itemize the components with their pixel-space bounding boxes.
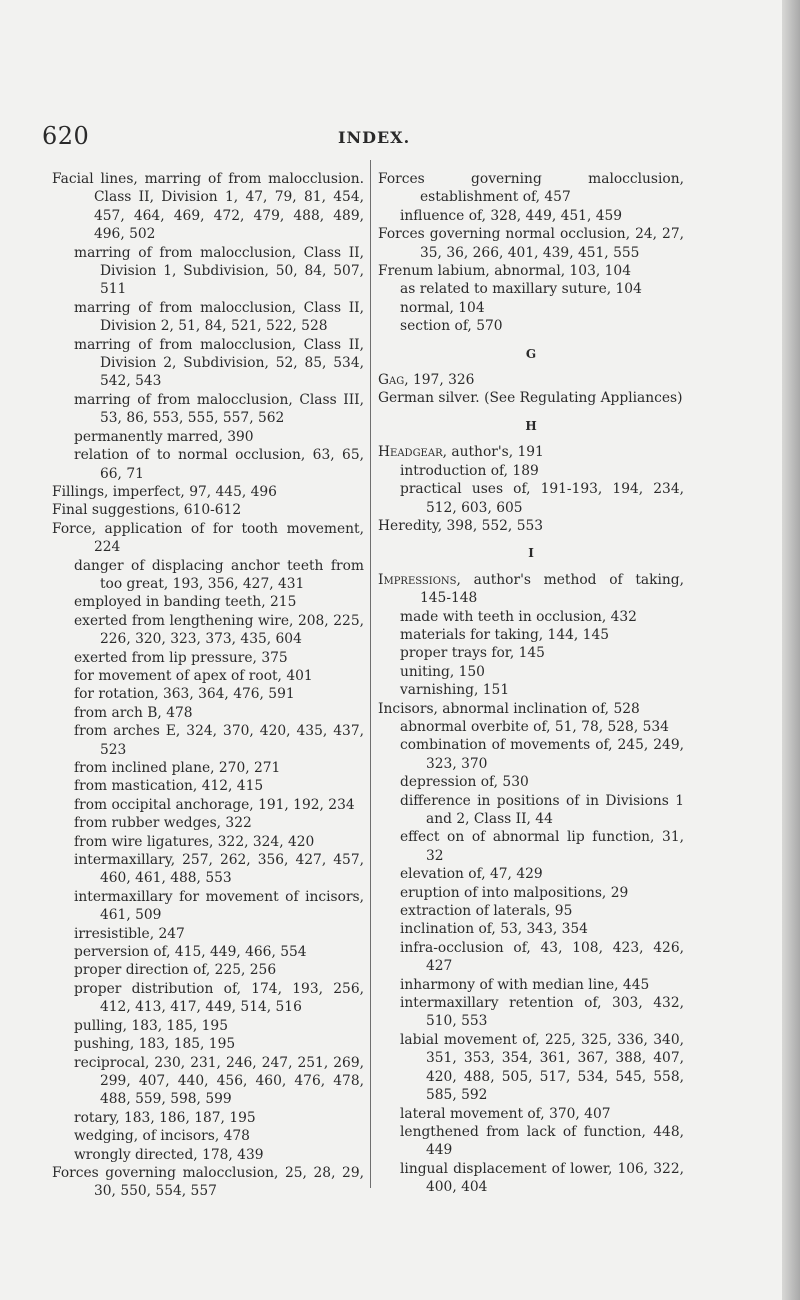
column-divider [370,160,371,1188]
index-subentry [52,336,364,391]
index-entry [378,700,684,718]
entry-text: rotary, 183, 186, 187, 195 [74,1109,256,1126]
index-subentry [52,667,364,685]
entry-heading: Gag [378,372,405,389]
entry-text: from mastication, 412, 415 [74,778,264,795]
entry-text: permanently marred, 390 [74,428,254,445]
entry-text: infra-occlusion of, 43, 108, 423, 426, 427 [400,939,684,975]
index-subentry [378,865,684,883]
entry-text: Heredity, 398, 552, 553 [378,517,544,534]
index-subentry [52,593,364,611]
section-h-entries [378,443,684,535]
entry-text: uniting, 150 [400,663,485,680]
entry-text: Forces governing normal occlusion, 24, 27, 35, 36, 266, 401, 439, 451, 555 [378,226,684,261]
entry-text: pulling, 183, 185, 195 [74,1017,228,1034]
section-i-entries [378,571,684,1197]
entry-text: employed in banding teeth, 215 [74,594,297,611]
index-subentry [52,1127,364,1145]
entry-text: Frenum labium, abnormal, 103, 104 [378,263,631,280]
entry-text: proper direction of, 225, 256 [74,962,277,979]
right-column [378,170,684,1197]
index-subentry [378,920,684,938]
index-entry [378,170,684,207]
entry-text: elevation of, 47, 429 [400,866,543,883]
entry-heading: Impressions [378,571,457,588]
index-subentry [52,1109,364,1127]
index-subentry [52,777,364,795]
entry-text: from arches E, 324, 370, 420, 435, 437, 523 [74,723,364,758]
page-edge-shadow [782,0,800,1300]
index-subentry [378,994,684,1031]
entry-text: combination of movements of, 245, 249, 323, 370 [400,737,684,772]
index-subentry [52,980,364,1017]
index-subentry [52,722,364,759]
index-entry [52,483,364,501]
entry-text: from occipital anchorage, 191, 192, 234 [74,796,355,813]
index-subentry [52,1017,364,1035]
index-subentry [378,644,684,662]
entry-text: Forces governing malocclusion, establishment of, 457 [378,171,684,206]
index-subentry [378,1160,684,1197]
index-subentry [52,851,364,888]
index-subentry [52,704,364,722]
index-subentry [378,828,684,865]
entry-text: perversion of, 415, 449, 466, 554 [74,944,307,961]
entry-text: danger of displacing anchor teeth from too great, 193, 356, 427, 431 [74,557,364,592]
entry-text: normal, 104 [400,299,485,316]
entry-text: relation of to normal occlusion, 63, 65, 66, 71 [74,447,364,482]
index-subentry [52,612,364,649]
entry-text: for rotation, 363, 364, 476, 591 [74,686,295,703]
index-entry [52,520,364,557]
index-entry [52,1164,364,1201]
right-column-entries [378,170,684,336]
index-entry [378,262,684,280]
index-subentry [378,663,684,681]
index-subentry [52,557,364,594]
index-subentry [378,773,684,791]
index-subentry [378,462,684,480]
index-entry [378,517,684,535]
entry-text: wedging, of incisors, 478 [74,1128,250,1145]
index-subentry [52,446,364,483]
entry-text: pushing, 183, 185, 195 [74,1036,236,1053]
entry-text: from inclined plane, 270, 271 [74,760,281,776]
section-g-entries [378,371,684,408]
entry-text: marring of from malocclusion, Class II, Division 2, Subdivision, 52, 85, 534, 542, 543 [74,336,364,390]
left-column [52,170,364,1201]
index-subentry [52,961,364,979]
index-subentry [378,480,684,517]
index-subentry [378,792,684,829]
index-subentry [378,939,684,976]
index-subentry [52,1146,364,1164]
index-subentry [378,884,684,902]
entry-text: Forces governing malocclusion, 25, 28, 29, 30, 550, 554, 557 [52,1164,364,1200]
index-entry [378,443,684,461]
entry-text: from arch B, 478 [74,704,193,721]
index-subentry [378,207,684,225]
entry-text: eruption of into malpositions, 29 [400,884,629,901]
index-subentry [378,976,684,994]
entry-text: effect on of abnormal lip function, 31, 32 [400,829,684,864]
index-subentry [378,608,684,626]
index-subentry [52,299,364,336]
index-subentry [52,759,364,777]
entry-text: Final suggestions, 610-612 [52,502,242,519]
index-subentry [52,943,364,961]
entry-text: extraction of laterals, 95 [400,903,573,920]
index-subentry [52,428,364,446]
entry-text: introduction of, 189 [400,462,539,479]
index-subentry [52,814,364,832]
entry-text: intermaxillary for movement of incisors, 461, 509 [74,888,364,924]
index-subentry [378,626,684,644]
index-entry [378,571,684,608]
entry-text: , author's, 191 [442,444,544,461]
index-subentry [378,736,684,773]
entry-text: depression of, 530 [400,774,529,791]
entry-text: marring of from malocclusion, Class II, Division 2, 51, 84, 521, 522, 528 [74,299,364,335]
entry-text: lengthened from lack of function, 448, 449 [400,1123,684,1159]
index-subentry [378,299,684,317]
entry-text: section of, 570 [400,318,503,335]
index-subentry [378,280,684,298]
entry-text: exerted from lengthening wire, 208, 225, 226, 320, 323, 373, 435, 604 [74,612,364,648]
page-number: 620 [42,122,90,150]
entry-text: Facial lines, marring of from malocclusion. Class II, Division 1, 47, 79, 81, 454, 457, 464, 469, 472, 479, 488, 489, 496, 502 [52,171,364,243]
index-subentry [52,925,364,943]
index-subentry [52,244,364,299]
index-subentry [52,685,364,703]
index-subentry [378,902,684,920]
section-letter-i: I [528,546,534,561]
entry-text: intermaxillary retention of, 303, 432, 510, 553 [400,995,684,1030]
entry-text: for movement of apex of root, 401 [74,667,313,684]
index-subentry [52,391,364,428]
entry-text: marring of from malocclusion, Class III, 53, 86, 553, 555, 557, 562 [74,391,364,427]
entry-text: , author's method of taking, 145-148 [420,571,684,607]
entry-text: reciprocal, 230, 231, 246, 247, 251, 269, 299, 407, 440, 456, 460, 476, 478, 488, 559, 598, 599 [74,1054,364,1108]
index-entry [378,389,684,407]
index-subentry [378,1105,684,1123]
entry-text: lateral movement of, 370, 407 [400,1105,611,1122]
entry-text: Fillings, imperfect, 97, 445, 496 [52,483,277,500]
entry-text: exerted from lip pressure, 375 [74,649,288,666]
entry-text: intermaxillary, 257, 262, 356, 427, 457, 460, 461, 488, 553 [74,852,364,887]
index-subentry [52,833,364,851]
entry-text: lingual displacement of lower, 106, 322, 400, 404 [400,1160,684,1196]
entry-text: varnishing, 151 [400,682,510,699]
entry-text: from rubber wedges, 322 [74,815,252,832]
entry-text: , 197, 326 [404,372,475,389]
index-subentry [52,1035,364,1053]
index-subentry [378,317,684,335]
entry-text: from wire ligatures, 322, 324, 420 [74,833,315,850]
entry-text: inharmony of with median line, 445 [400,976,650,993]
index-subentry [378,1031,684,1105]
entry-heading: Headgear [378,444,443,461]
index-subentry [52,649,364,667]
index-subentry [378,1123,684,1160]
entry-text: German silver. (See Regulating Appliances) [378,390,683,407]
entry-text: wrongly directed, 178, 439 [74,1146,264,1163]
section-letter-g: G [525,346,537,361]
index-subentry [52,796,364,814]
index-subentry [378,681,684,699]
entry-text: proper distribution of, 174, 193, 256, 412, 413, 417, 449, 514, 516 [74,980,364,1016]
entry-text: irresistible, 247 [74,925,185,942]
entry-text: Incisors, abnormal inclination of, 528 [378,700,640,717]
index-entry [52,170,364,244]
section-letter-h: H [525,418,537,433]
entry-text: materials for taking, 144, 145 [400,626,609,643]
entry-text: difference in positions of in Divisions 1 and 2, Class II, 44 [400,792,684,827]
index-subentry [52,888,364,925]
entry-text: as related to maxillary suture, 104 [400,281,642,298]
entry-text: practical uses of, 191-193, 194, 234, 512, 603, 605 [400,481,684,516]
running-head: INDEX. [338,128,411,147]
entry-text: made with teeth in occlusion, 432 [400,608,637,625]
entry-text: abnormal overbite of, 51, 78, 528, 534 [400,718,669,735]
entry-text: marring of from malocclusion, Class II, Division 1, Subdivision, 50, 84, 507, 511 [74,244,364,298]
entry-text: influence of, 328, 449, 451, 459 [400,207,623,224]
index-entry [378,225,684,262]
entry-text: Force, application of for tooth movement, 224 [52,520,364,556]
index-subentry [378,718,684,736]
index-entry [52,501,364,519]
entry-text: inclination of, 53, 343, 354 [400,921,588,938]
index-subentry [52,1054,364,1109]
entry-text: labial movement of, 225, 325, 336, 340, 351, 353, 354, 361, 367, 388, 407, 420, 488, 505, 517, 534, 545, 558, 585, 592 [400,1031,684,1104]
entry-text: proper trays for, 145 [400,645,545,662]
index-entry [378,371,684,389]
